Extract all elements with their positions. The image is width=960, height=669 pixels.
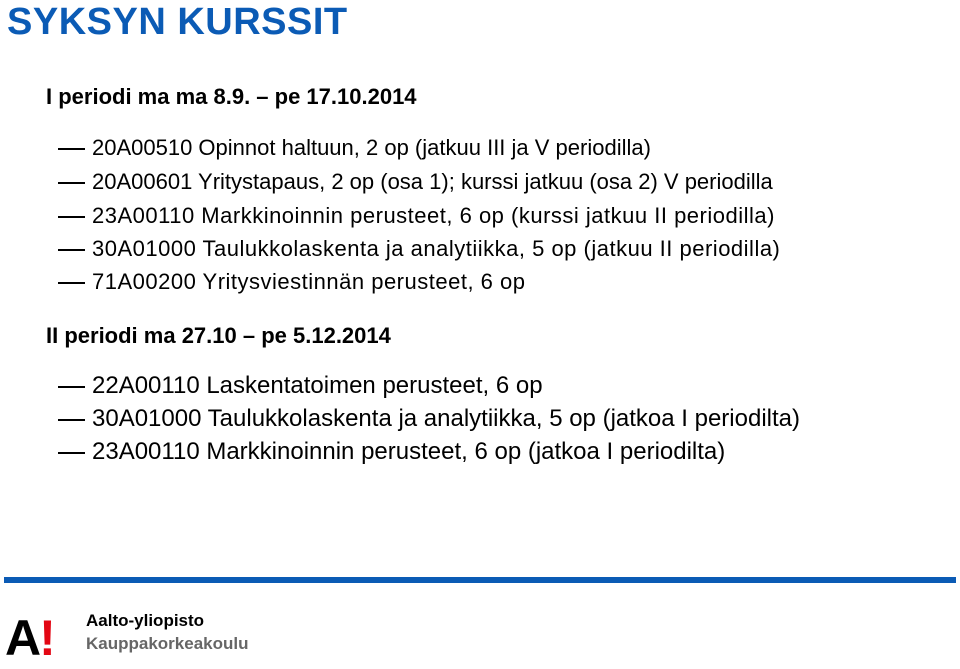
aalto-logo-icon [5, 610, 54, 666]
course-text: 20A00601 Yritystapaus, 2 op (osa 1); kurssi jatkuu (osa 2) V periodilla [92, 169, 773, 194]
page-title: SYKSYN KURSSIT [7, 1, 348, 43]
dash-bullet-icon [58, 282, 85, 284]
footer-divider [4, 577, 956, 583]
dash-bullet-icon [58, 452, 85, 454]
period-1-heading: I periodi ma ma 8.9. – pe 17.10.2014 [46, 84, 417, 109]
dash-bullet-icon [58, 182, 85, 184]
dash-bullet-icon [58, 419, 85, 421]
logo-school-name: Kauppakorkeakoulu [86, 634, 249, 653]
dash-bullet-icon [58, 216, 85, 218]
logo-exclamation: ! [39, 610, 54, 666]
dash-bullet-icon [58, 386, 85, 388]
dash-bullet-icon [58, 249, 85, 251]
logo-letter: A [5, 610, 40, 666]
logo-university-name: Aalto-yliopisto [86, 611, 205, 630]
course-text: 23A00110 Markkinoinnin perusteet, 6 op (jatkoa I periodilta) [92, 438, 726, 465]
course-text: 23A00110 Markkinoinnin perusteet, 6 op (kurssi jatkuu II periodilla) [92, 203, 775, 228]
course-text: 22A00110 Laskentatoimen perusteet, 6 op [92, 372, 543, 399]
course-text: 30A01000 Taulukkolaskenta ja analytiikka, 5 op (jatkuu II periodilla) [92, 236, 781, 261]
course-text: 30A01000 Taulukkolaskenta ja analytiikka, 5 op (jatkoa I periodilta) [92, 405, 800, 432]
course-text: 71A00200 Yritysviestinnän perusteet, 6 op [92, 269, 526, 294]
period-2-heading: II periodi ma 27.10 – pe 5.12.2014 [46, 323, 391, 348]
course-text: 20A00510 Opinnot haltuun, 2 op (jatkuu III ja V periodilla) [92, 135, 651, 160]
dash-bullet-icon [58, 148, 85, 150]
